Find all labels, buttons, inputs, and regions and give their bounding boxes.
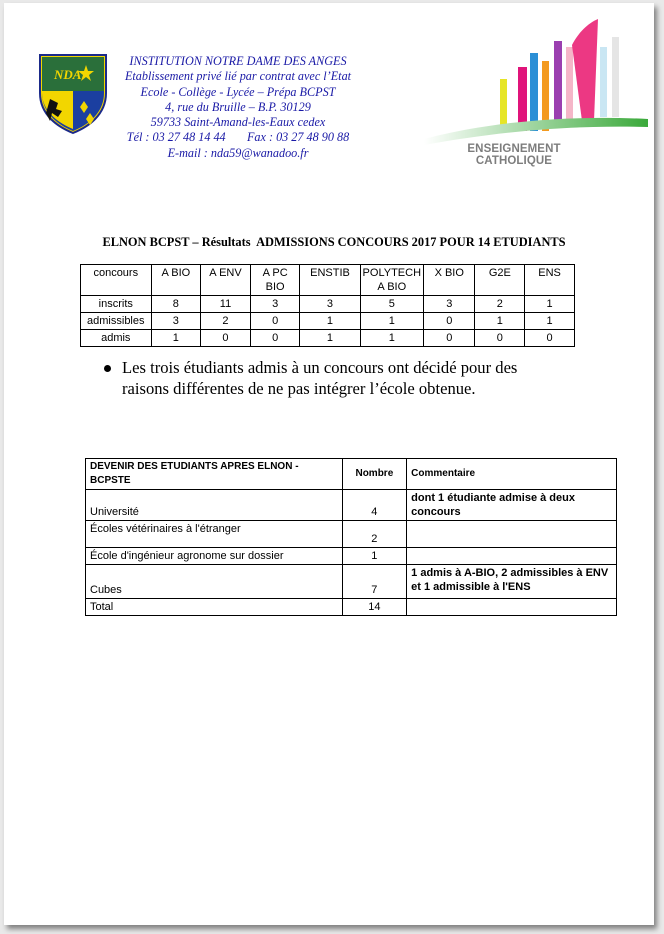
row-label: Université xyxy=(86,490,343,521)
table-cell: 3 xyxy=(424,296,475,313)
table-cell: 1 xyxy=(475,313,525,330)
column-header: A ENV xyxy=(201,265,251,296)
bullet-icon xyxy=(104,365,111,372)
column-header: ENSTIB xyxy=(300,265,360,296)
row-label: Cubes xyxy=(86,565,343,599)
header-line: E-mail : nda59@wanadoo.fr xyxy=(167,145,309,160)
table-row xyxy=(86,521,617,548)
school-crest-logo xyxy=(38,53,108,135)
results-table xyxy=(80,264,575,347)
table-cell: 5 xyxy=(360,296,423,313)
logo-caption: ENSEIGNEMENT CATHOLIQUE xyxy=(467,143,561,167)
table-row xyxy=(86,548,617,565)
count-cell: 1 xyxy=(342,548,407,565)
row-label: inscrits xyxy=(81,296,152,313)
table-cell: 0 xyxy=(424,330,475,347)
column-header: G2E xyxy=(475,265,525,296)
comment-cell: dont 1 étudiante admise à deux concours xyxy=(407,490,617,521)
column-header: A PC BIO xyxy=(250,265,300,296)
table-cell: 1 xyxy=(300,330,360,347)
table-row xyxy=(81,330,575,347)
institution-header xyxy=(108,54,368,161)
count-cell: 4 xyxy=(342,490,407,521)
table-cell: 1 xyxy=(360,313,423,330)
table-cell: 3 xyxy=(250,296,300,313)
table-cell: 1 xyxy=(525,296,575,313)
results-title: ELNON BCPST – Résultats ADMISSIONS CONCOURS 2017 POUR 14 ETUDIANTS xyxy=(102,235,566,249)
table-header-row xyxy=(81,265,575,296)
enseignement-catholique-logo xyxy=(422,17,650,159)
table-cell: 3 xyxy=(300,296,360,313)
document-page xyxy=(4,3,654,925)
table-cell: 1 xyxy=(525,313,575,330)
header-line: INSTITUTION NOTRE DAME DES ANGES xyxy=(129,54,347,68)
table-cell: 0 xyxy=(475,330,525,347)
table-cell: 1 xyxy=(151,330,201,347)
svg-text:NDA: NDA xyxy=(54,67,82,82)
outcomes-table xyxy=(85,458,617,616)
table-header-row xyxy=(86,459,617,490)
column-header: X BIO xyxy=(424,265,475,296)
table-cell: 8 xyxy=(151,296,201,313)
header-line: 59733 Saint-Amand-les-Eaux cedex xyxy=(150,115,326,130)
column-header: DEVENIR DES ETUDIANTS APRES ELNON - BCPSTE xyxy=(86,459,343,490)
row-label: Écoles vétérinaires à l'étranger xyxy=(86,521,343,548)
comment-cell xyxy=(407,521,617,548)
table-cell: 0 xyxy=(250,313,300,330)
comment-cell xyxy=(407,548,617,565)
comment-cell: 1 admis à A-BIO, 2 admissibles à ENV et 1 admissible à l'ENS xyxy=(407,565,617,599)
column-header: ENS xyxy=(525,265,575,296)
table-cell: 11 xyxy=(201,296,251,313)
column-header: concours xyxy=(81,265,152,296)
count-cell: 14 xyxy=(342,599,407,616)
header-line: Ecole - Collège - Lycée – Prépa BCPST xyxy=(140,84,336,99)
table-cell: 3 xyxy=(151,313,201,330)
table-cell: 0 xyxy=(201,330,251,347)
table-row xyxy=(81,296,575,313)
column-header: Commentaire xyxy=(407,459,617,490)
column-header: Nombre xyxy=(342,459,407,490)
table-cell: 0 xyxy=(525,330,575,347)
table-row xyxy=(86,490,617,521)
count-cell: 7 xyxy=(342,565,407,599)
row-label: admis xyxy=(81,330,152,347)
column-header: POLYTECH A BIO xyxy=(360,265,423,296)
table-row xyxy=(86,599,617,616)
header-line: Tél : 03 27 48 14 44 Fax : 03 27 48 90 88 xyxy=(126,130,350,145)
bullet-note xyxy=(108,358,568,399)
row-label: admissibles xyxy=(81,313,152,330)
header-line: Etablissement privé lié par contrat avec l’Etat xyxy=(124,69,352,84)
table-cell: 0 xyxy=(250,330,300,347)
table-row xyxy=(86,565,617,599)
table-row xyxy=(81,313,575,330)
header-line: 4, rue du Bruille – B.P. 30129 xyxy=(165,99,311,114)
table-cell: 1 xyxy=(360,330,423,347)
column-header: A BIO xyxy=(151,265,201,296)
comment-cell xyxy=(407,599,617,616)
row-label: Total xyxy=(86,599,343,616)
table-cell: 2 xyxy=(201,313,251,330)
note-text: Les trois étudiants admis à un concours ont décidé pour des raisons différentes de ne pas intégrer l’école obtenue. xyxy=(122,358,518,398)
count-cell: 2 xyxy=(342,521,407,548)
table-cell: 1 xyxy=(300,313,360,330)
table-cell: 0 xyxy=(424,313,475,330)
row-label: École d'ingénieur agronome sur dossier xyxy=(86,548,343,565)
table-cell: 2 xyxy=(475,296,525,313)
